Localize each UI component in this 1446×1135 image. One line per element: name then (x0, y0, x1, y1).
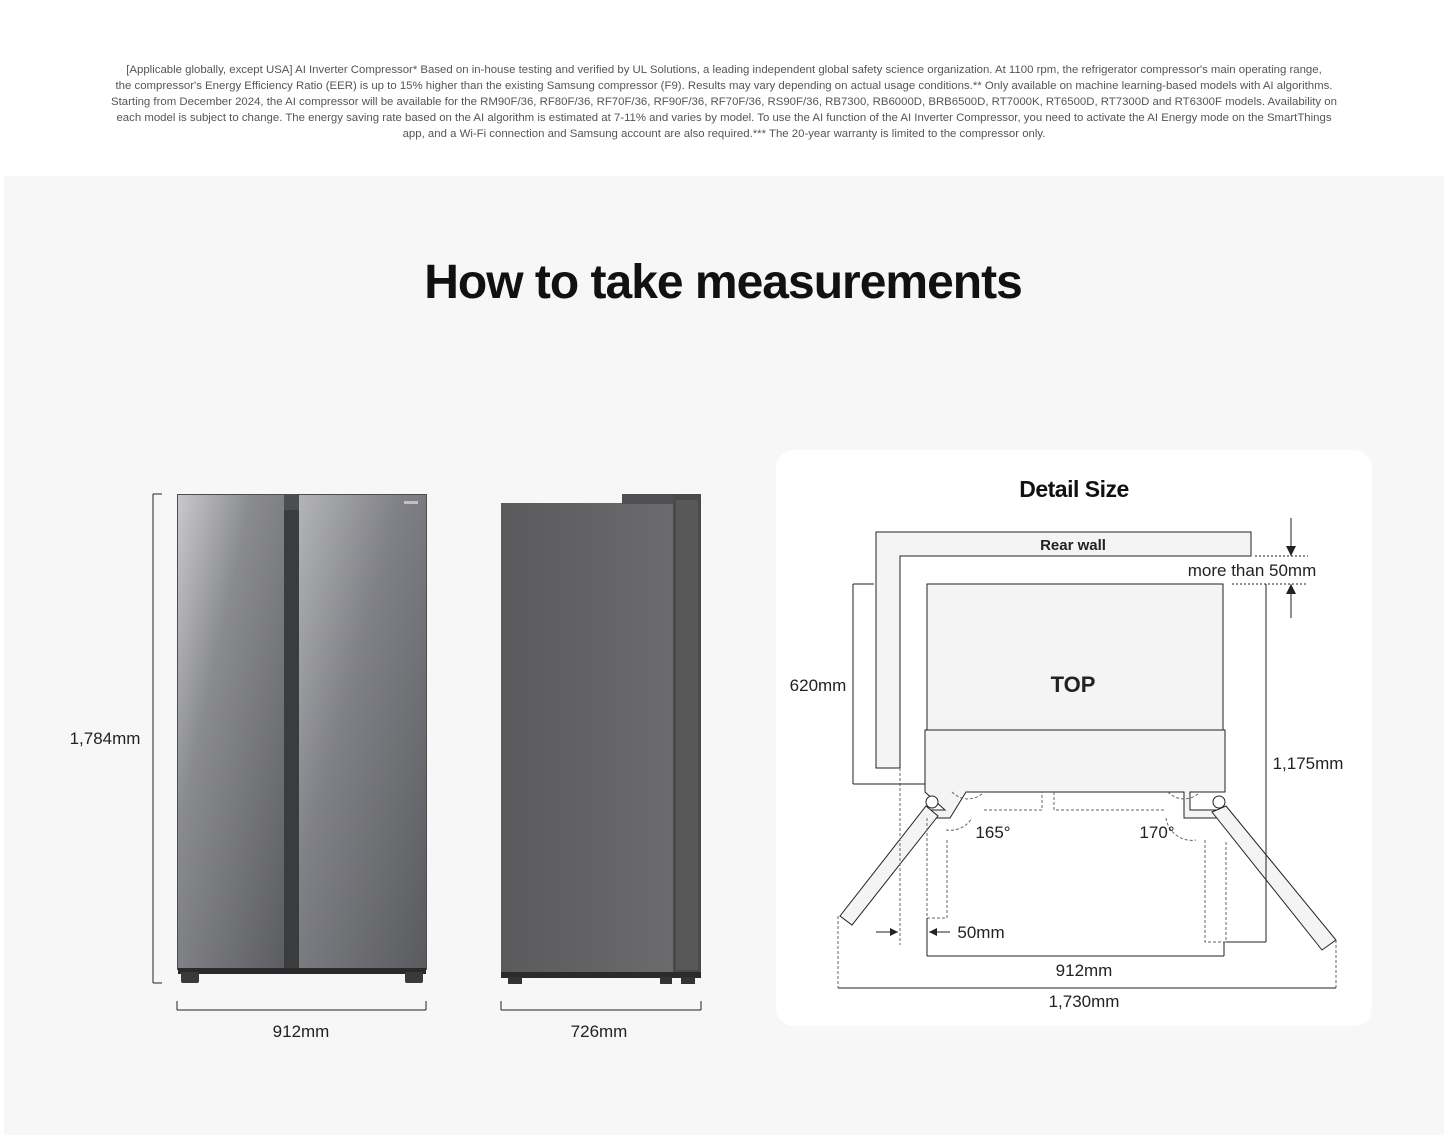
side-foot (660, 977, 672, 984)
arrow-down-icon (1286, 546, 1296, 556)
depth-label: 620mm (789, 676, 847, 695)
side-foot (508, 977, 522, 984)
front-height-label: 1,784mm (69, 729, 141, 748)
right-door (299, 495, 426, 969)
open-width-label: 1,730mm (1048, 992, 1120, 1011)
left-door (178, 495, 284, 969)
right-angle-label: 170° (1139, 823, 1175, 842)
disclaimer-line: [Applicable globally, except USA] AI Inverter Compressor* Based on in-house testing and verified by UL Solutions, a leading independent global safety science organization. At 1100 rpm, the refrigerator compressor's main operating range, (126, 64, 1322, 76)
clearance-label: more than 50mm (1187, 561, 1317, 580)
arrow-right-icon (890, 928, 898, 936)
disclaimer-line: the compressor's Energy Efficiency Ratio (EER) is up to 15% higher than the existing Samsung compressor (F9). Results may vary depending on actual usage conditions.** Only available on machine learning-based models with AI algorithms. (115, 80, 1333, 92)
front-foot (181, 972, 199, 983)
detail-size-title: Detail Size (1019, 476, 1129, 502)
arrow-up-icon (1286, 584, 1296, 594)
front-width-label: 912mm (272, 1022, 330, 1041)
left-hinge (926, 796, 938, 808)
side-view-fridge (501, 494, 701, 984)
page-title: How to take measurements (424, 256, 1022, 309)
disclaimer-line: app, and a Wi-Fi connection and Samsung account are also required.*** The 20-year warranty is limited to the compressor only. (402, 128, 1046, 140)
right-hinge (1213, 796, 1225, 808)
side-depth-dimension (501, 1001, 701, 1010)
side-gap-label: 50mm (957, 923, 1005, 942)
disclaimer-line: each model is subject to change. The energy saving rate based on the AI algorithm is estimated at 7-11% and varies by model. To use the AI function of the AI Inverter Compressor, you need to activate the AI Energy mode on the SmartThings (116, 112, 1332, 124)
front-view-fridge (177, 494, 427, 983)
fridge-top-body (927, 584, 1223, 730)
front-foot (405, 972, 423, 983)
open-depth-label: 1,175mm (1272, 754, 1344, 773)
front-height-dimension (153, 494, 162, 983)
front-width-dimension (177, 1001, 426, 1010)
disclaimer-line: Starting from December 2024, the AI compressor will be available for the RM90F/36, RF80F/36, RF70F/36, RF90F/36, RF70F/36, RS90F/36, RB7300, RB6000D, BRB6500D, RT7000K, RT6500D, RT7300D and RT6300F models. Availability on (111, 96, 1337, 108)
left-door-open (840, 806, 938, 925)
dashed-guides (838, 768, 1336, 988)
side-depth-label: 726mm (570, 1022, 628, 1041)
top-label: TOP (1050, 672, 1096, 697)
fridge-doors-closed (925, 730, 1225, 818)
arrow-left-icon (929, 928, 937, 936)
left-angle-label: 165° (975, 823, 1011, 842)
right-door-open (1212, 806, 1336, 950)
rear-wall-label: Rear wall (1040, 537, 1106, 554)
open-depth-dimension (1226, 584, 1266, 942)
width-label: 912mm (1055, 961, 1113, 980)
side-foot (681, 977, 695, 984)
